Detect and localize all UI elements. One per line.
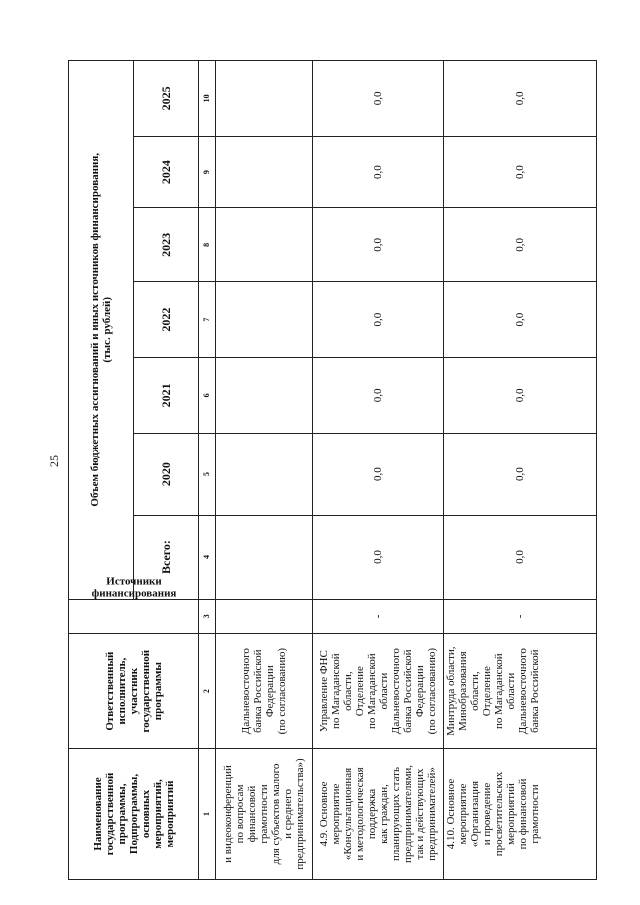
row-value bbox=[216, 61, 313, 137]
row-value: 0,0 bbox=[444, 208, 597, 282]
header-total: Всего: bbox=[134, 515, 199, 599]
header-source-label: Источники финансирования bbox=[91, 575, 176, 600]
col-number: 6 bbox=[199, 357, 216, 433]
col-number: 5 bbox=[199, 433, 216, 515]
row-value: 0,0 bbox=[313, 61, 444, 137]
row-executor: Минтруда области, Минобразования области, Отделение по Магаданской области Дальневосточного банка Российской bbox=[444, 634, 597, 749]
header-year: 2020 bbox=[134, 433, 199, 515]
col-number: 1 bbox=[199, 748, 216, 879]
row-value bbox=[216, 282, 313, 358]
row-source: - bbox=[313, 599, 444, 634]
row-value: 0,0 bbox=[313, 515, 444, 599]
row-value: 0,0 bbox=[444, 433, 597, 515]
col-number: 8 bbox=[199, 208, 216, 282]
col-number: 7 bbox=[199, 282, 216, 358]
table-row bbox=[313, 61, 444, 880]
row-value bbox=[216, 357, 313, 433]
row-source bbox=[216, 599, 313, 634]
rotated-table-page bbox=[68, 60, 628, 880]
row-value bbox=[216, 208, 313, 282]
row-value: 0,0 bbox=[444, 136, 597, 208]
row-value: 0,0 bbox=[313, 433, 444, 515]
row-executor: Управление ФНС по Магаданской области, Отделение по Магаданской области Дальневосточного банка Российской Федерации (по согласованию) bbox=[313, 634, 444, 749]
header-year: 2025 bbox=[134, 61, 199, 137]
row-name: 4.10. Основное мероприятие «Организация и проведение просветительских мероприятий по финансовой грамотности bbox=[444, 748, 597, 879]
row-value: 0,0 bbox=[444, 282, 597, 358]
header-year: 2021 bbox=[134, 357, 199, 433]
header-source-col bbox=[69, 575, 199, 634]
row-value: 0,0 bbox=[313, 136, 444, 208]
row-value bbox=[216, 136, 313, 208]
header-year: 2023 bbox=[134, 208, 199, 282]
row-value: 0,0 bbox=[444, 61, 597, 137]
row-name: и видеоконференций по вопросам финансовой грамотности для субъектов малого и среднего предпринимательства») bbox=[216, 748, 313, 879]
row-value: 0,0 bbox=[444, 357, 597, 433]
col-number: 10 bbox=[199, 61, 216, 137]
row-value bbox=[216, 515, 313, 599]
col-number: 3 bbox=[199, 599, 216, 634]
row-executor: Дальневосточного банка Российской Федерации (по согласованию) bbox=[216, 634, 313, 749]
row-source: - bbox=[444, 599, 597, 634]
row-value bbox=[216, 433, 313, 515]
row-value: 0,0 bbox=[444, 515, 597, 599]
header-year: 2024 bbox=[134, 136, 199, 208]
table-row bbox=[444, 61, 597, 880]
col-number: 4 bbox=[199, 515, 216, 599]
row-name: 4.9. Основное мероприятие «Консультационная и методологическая поддержка как граждан, планирующих стать предпринимателями, так и действующих предпринимателей» bbox=[313, 748, 444, 879]
header-year: 2022 bbox=[134, 282, 199, 358]
row-value: 0,0 bbox=[313, 208, 444, 282]
row-value: 0,0 bbox=[313, 357, 444, 433]
col-number: 2 bbox=[199, 634, 216, 749]
page-number: 25 bbox=[47, 455, 61, 467]
table-row bbox=[216, 61, 313, 880]
header-name-col: Наименование государственной программы, Подпрограммы, основных мероприятий, мероприятий bbox=[69, 748, 199, 879]
funding-table bbox=[68, 60, 597, 880]
col-number: 9 bbox=[199, 136, 216, 208]
header-funding-title: Объем бюджетных ассигнований и иных источников финансирования, (тыс. рублей) bbox=[69, 61, 134, 600]
row-value: 0,0 bbox=[313, 282, 444, 358]
header-executor-col: Ответственный исполнитель, участник государственной программы bbox=[69, 634, 199, 749]
